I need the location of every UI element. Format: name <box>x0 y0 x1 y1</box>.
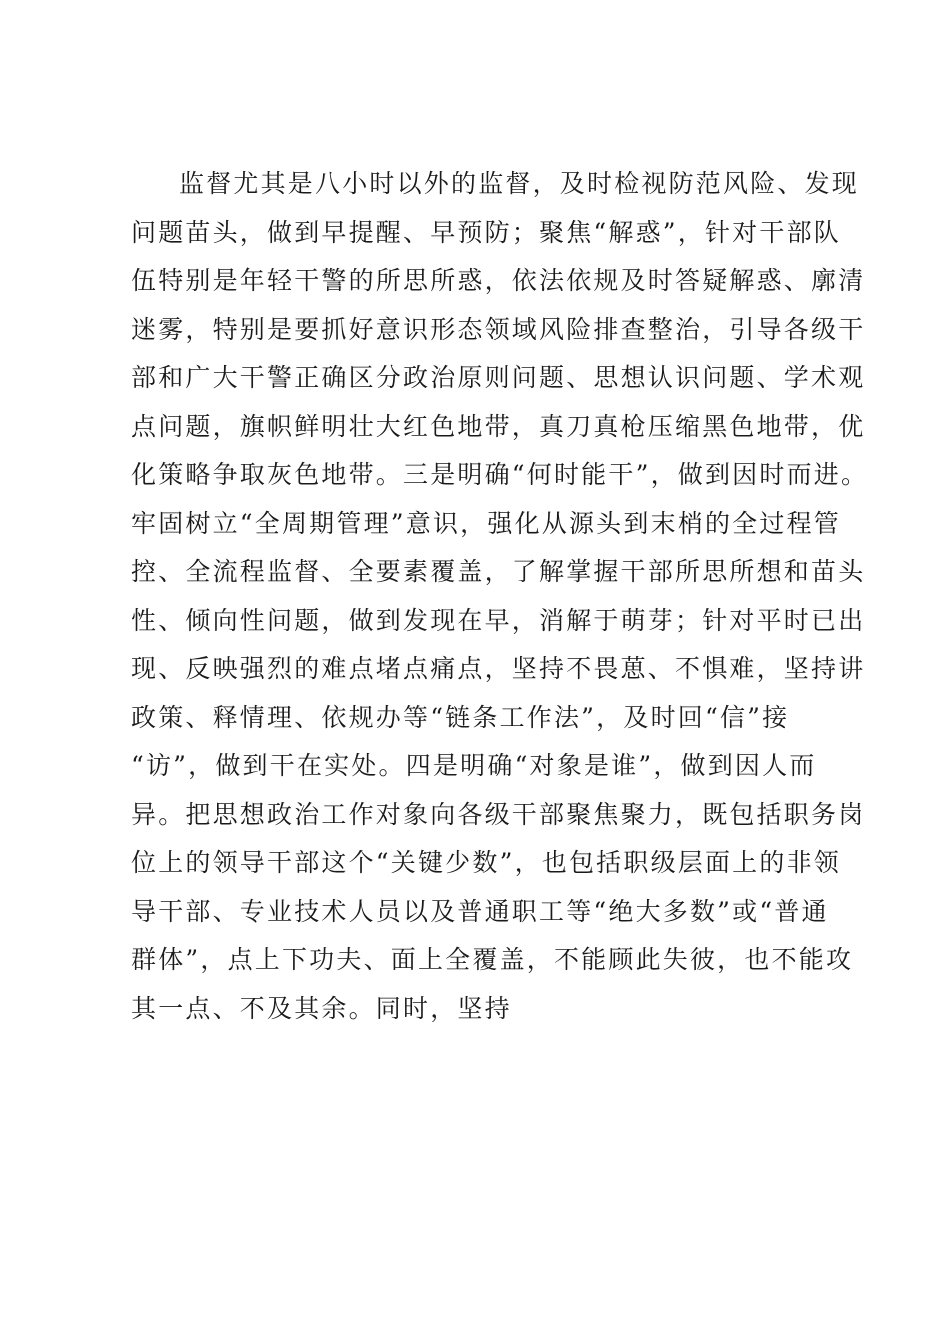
paragraph-line: 监督尤其是八小时以外的监督，及时检视防范风险、发现 <box>179 169 860 198</box>
paragraph-line: 化策略争取灰色地带。三是明确“何时能干”，做到因时而进。 <box>131 460 869 489</box>
paragraph-line: 导干部、专业技术人员以及普通职工等“绝大多数”或“普通 <box>131 896 829 926</box>
paragraph-line: 性、倾向性问题，做到发现在早，消解于萌芽；针对平时已出 <box>131 605 866 635</box>
paragraph-line: 牢固树立“全周期管理”意识，强化从源头到末梢的全过程管 <box>131 508 841 538</box>
body-paragraph <box>131 160 869 1033</box>
paragraph-line: 其一点、不及其余。同时，坚持 <box>131 993 512 1023</box>
paragraph-line: 部和广大干警正确区分政治原则问题、思想认识问题、学术观 <box>131 363 866 392</box>
paragraph-line: 异。把思想政治工作对象向各级干部聚焦聚力，既包括职务岗 <box>131 799 866 829</box>
paragraph-line: 群体”，点上下功夫、面上全覆盖，不能顾此失彼，也不能攻 <box>131 945 854 974</box>
paragraph-line: 政策、释情理、依规办等“链条工作法”，及时回“信”接 <box>131 702 790 732</box>
paragraph-line: 位上的领导干部这个“关键少数”，也包括职级层面上的非领 <box>131 848 841 877</box>
paragraph-line: 点问题，旗帜鲜明壮大红色地带，真刀真枪压缩黑色地带，优 <box>131 411 866 441</box>
paragraph-line: 现、反映强烈的难点堵点痛点，坚持不畏葸、不惧难，坚持讲 <box>131 654 866 683</box>
paragraph-line: 问题苗头，做到早提醒、早预防；聚焦“解惑”，针对干部队 <box>131 217 841 247</box>
paragraph-line: 迷雾，特别是要抓好意识形态领域风险排查整治，引导各级干 <box>131 314 866 344</box>
paragraph-line: “访”，做到干在实处。四是明确“对象是谁”，做到因人而 <box>131 751 817 780</box>
paragraph-line: 控、全流程监督、全要素覆盖，了解掌握干部所思所想和苗头 <box>131 557 866 586</box>
paragraph-line: 伍特别是年轻干警的所思所惑，依法依规及时答疑解惑、廓清 <box>131 266 866 295</box>
